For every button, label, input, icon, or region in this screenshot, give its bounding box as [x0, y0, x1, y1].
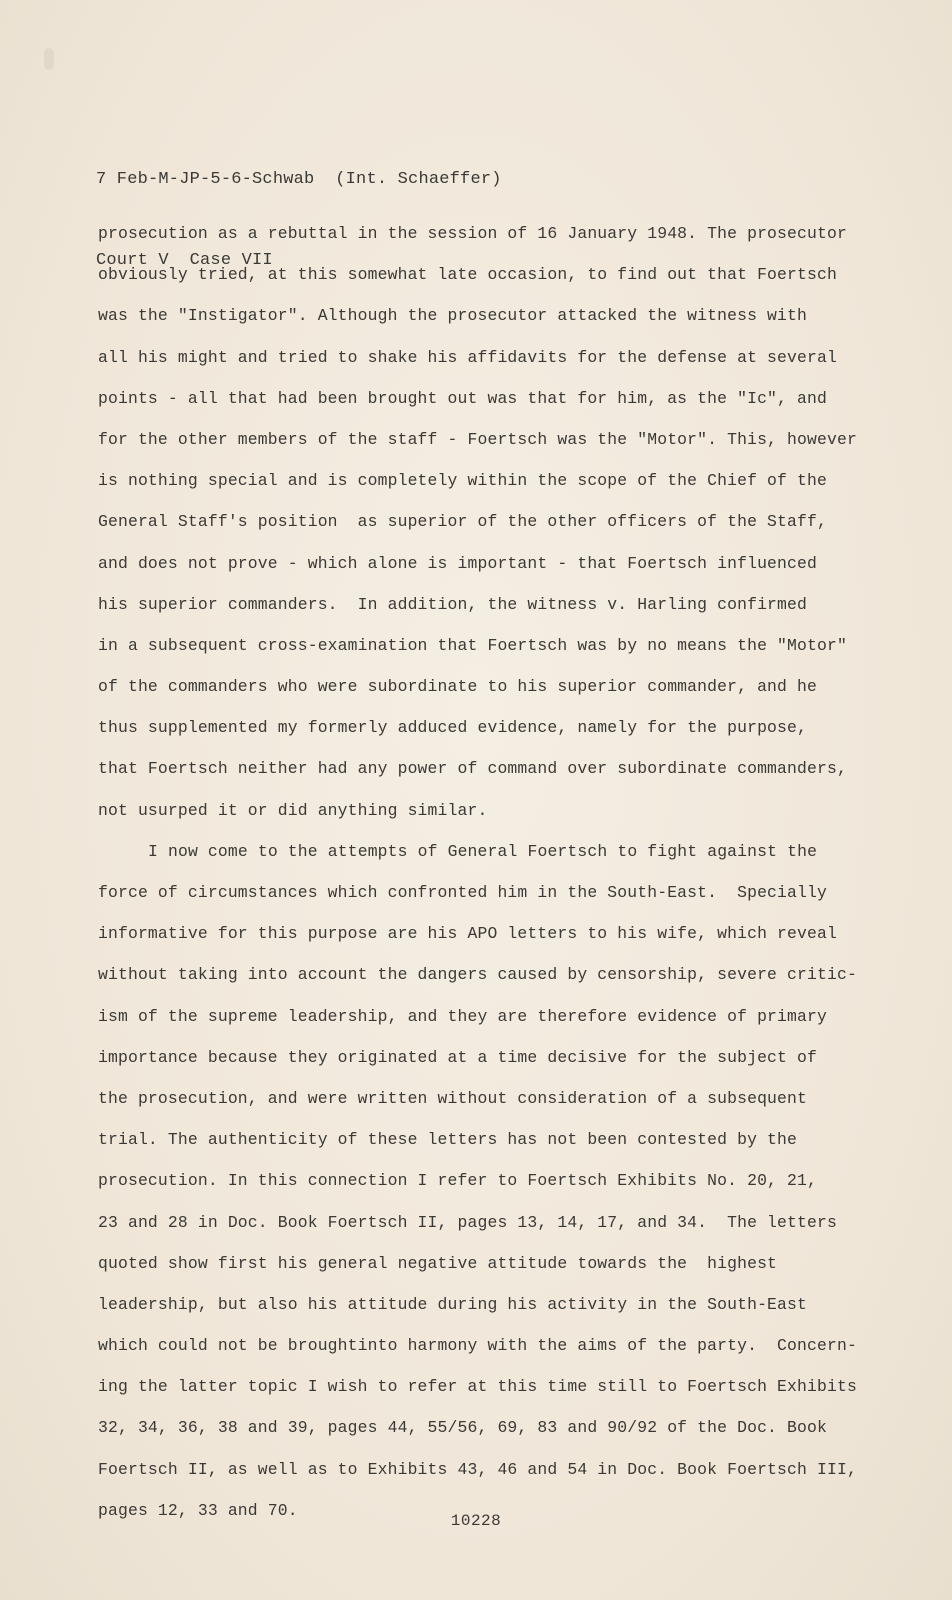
body-line: prosecution as a rebuttal in the session of 16 January 1948. The prosecutor: [98, 224, 847, 243]
body-line: quoted show first his general negative attitude towards the highest: [98, 1253, 778, 1273]
body-line: that Foertsch neither had any power of command over subordinate commanders,: [98, 759, 847, 779]
body-line: informative for this purpose are his APO letters to his wife, which reveal: [98, 924, 837, 944]
body-line: in a subsequent cross-examination that Foertsch was by no means the "Motor": [98, 635, 847, 655]
body-line: is nothing special and is completely within the scope of the Chief of the: [98, 471, 827, 491]
body-line: was the "Instigator". Although the prosecutor attacked the witness with: [98, 306, 808, 326]
body-line: pages 12, 33 and 70.: [98, 1500, 298, 1520]
body-line: leadership, but also his attitude during his activity in the South-East: [98, 1294, 808, 1314]
body-line: force of circumstances which confronted him in the South-East. Specially: [98, 883, 827, 902]
body-line: ism of the supreme leadership, and they are therefore evidence of primary: [98, 1006, 827, 1026]
body-line: without taking into account the dangers caused by censorship, severe critic-: [98, 965, 857, 985]
body-line: 23 and 28 in Doc. Book Foertsch II, pages 13, 14, 17, and 34. The letters: [98, 1212, 837, 1232]
body-line: of the commanders who were subordinate to his superior commander, and he: [98, 677, 817, 697]
header-reference-line: 7 Feb-M-JP-5-6-Schwab (Int. Schaeffer): [96, 170, 502, 189]
document-body: [98, 213, 888, 1531]
body-line: and does not prove - which alone is important - that Foertsch influenced: [98, 553, 817, 573]
body-line: points - all that had been brought out was that for him, as the "Ic", and: [98, 388, 827, 408]
header-court-line: Court V Case VII: [96, 251, 273, 270]
body-line: prosecution. In this connection I refer to Foertsch Exhibits No. 20, 21,: [98, 1171, 817, 1191]
body-line: his superior commanders. In addition, the witness v. Harling confirmed: [98, 594, 808, 614]
page-number: 10228: [450, 1512, 502, 1530]
body-line: for the other members of the staff - Foertsch was the "Motor". This, however: [98, 429, 857, 449]
paragraph-start-line: I now come to the attempts of General Foertsch to fight against the: [148, 841, 818, 861]
body-line: which could not be broughtinto harmony with the aims of the party. Concern-: [98, 1336, 857, 1356]
punch-hole-mark: [44, 48, 54, 70]
body-line: General Staff's position as superior of the other officers of the Staff,: [98, 512, 827, 532]
body-line: 32, 34, 36, 38 and 39, pages 44, 55/56, 69, 83 and 90/92 of the Doc. Book: [98, 1418, 827, 1438]
body-line: ing the latter topic I wish to refer at this time still to Foertsch Exhibits: [98, 1377, 857, 1397]
body-line: trial. The authenticity of these letters has not been contested by the: [98, 1130, 798, 1150]
body-line: all his might and tried to shake his affidavits for the defense at several: [98, 347, 837, 367]
body-line: importance because they originated at a time decisive for the subject of: [98, 1047, 817, 1067]
body-line: not usurped it or did anything similar.: [98, 800, 488, 820]
body-line: Foertsch II, as well as to Exhibits 43, 46 and 54 in Doc. Book Foertsch III,: [98, 1459, 857, 1479]
body-line: the prosecution, and were written without consideration of a subsequent: [98, 1088, 808, 1108]
body-line: obviously tried, at this somewhat late occasion, to find out that Foertsch: [98, 265, 837, 285]
body-line: thus supplemented my formerly adduced evidence, namely for the purpose,: [98, 718, 808, 738]
